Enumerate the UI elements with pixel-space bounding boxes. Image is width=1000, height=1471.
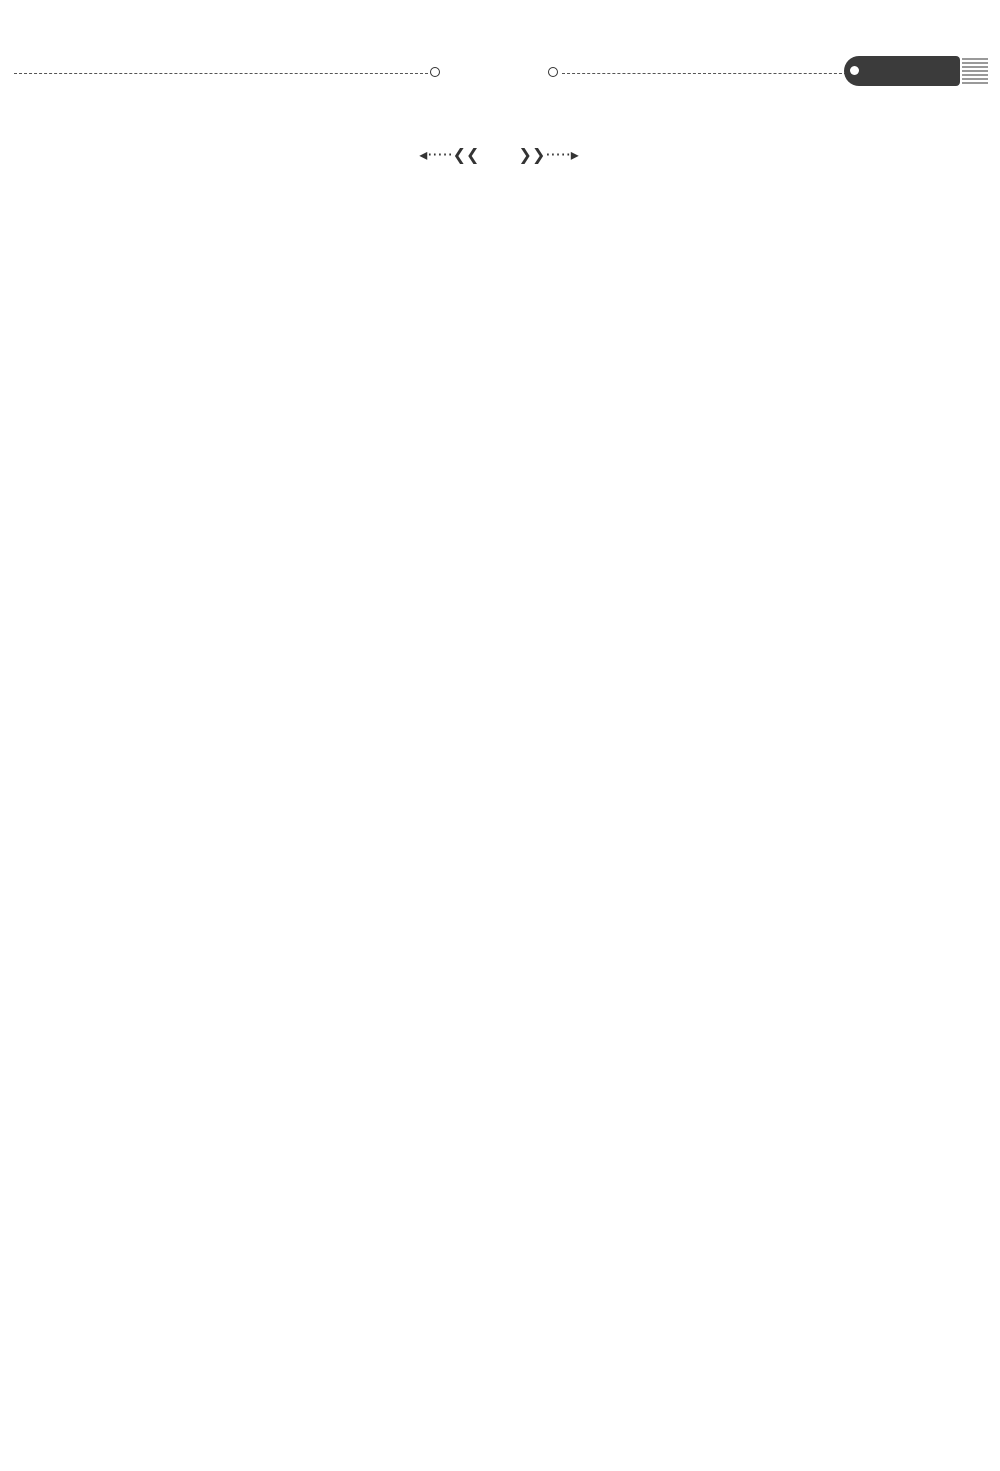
- header-tab-dot: [850, 66, 859, 75]
- left-ornament-icon: ◂·····❮❮: [419, 144, 480, 164]
- header-circle-right: [548, 67, 558, 77]
- header-rule-right: [562, 73, 847, 74]
- answer-content: [64, 118, 934, 182]
- listening-section-title: [64, 132, 934, 176]
- page-header: [0, 52, 1000, 92]
- right-ornament-icon: ❯❯·····▸: [518, 144, 579, 164]
- header-circle-left: [430, 67, 440, 77]
- header-rule-left: [14, 73, 428, 74]
- header-stripes: [962, 58, 988, 84]
- header-tab: [844, 56, 960, 86]
